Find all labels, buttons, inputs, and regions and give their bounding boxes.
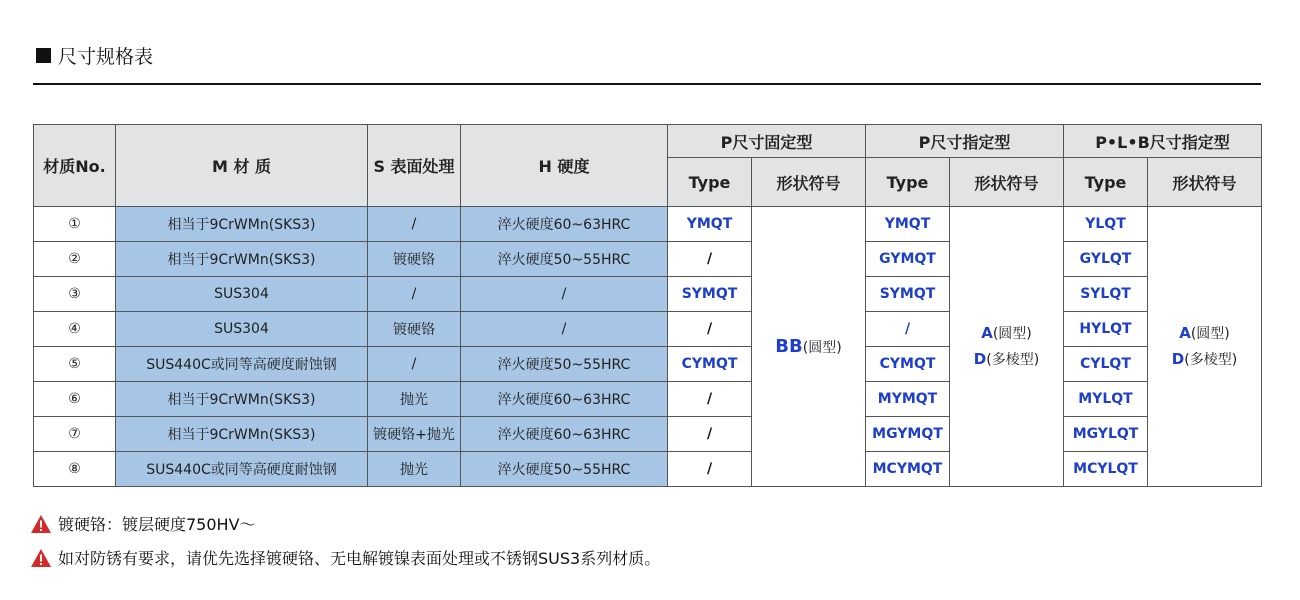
header-type: Type bbox=[866, 158, 950, 207]
type-code-p-fixed: / bbox=[668, 417, 752, 452]
row-no: ④ bbox=[34, 312, 116, 347]
header-no: 材质No. bbox=[34, 125, 116, 207]
row-material: SUS304 bbox=[116, 312, 368, 347]
row-no: ① bbox=[34, 207, 116, 242]
type-code-p-fixed: / bbox=[668, 312, 752, 347]
type-code-p-specified: MGYMQT bbox=[866, 417, 950, 452]
shape-desc: (圆型) bbox=[1190, 325, 1230, 342]
row-surface: / bbox=[368, 277, 461, 312]
header-surface: S 表面处理 bbox=[368, 125, 461, 207]
type-code-plb-specified: MCYLQT bbox=[1064, 452, 1148, 487]
type-code-p-specified: GYMQT bbox=[866, 242, 950, 277]
table-row bbox=[34, 382, 1262, 417]
shape-code: A bbox=[1179, 323, 1191, 342]
type-code-plb-specified: SYLQT bbox=[1064, 277, 1148, 312]
shape-desc: (圆型) bbox=[992, 325, 1032, 342]
row-hardness: 淬火硬度60~63HRC bbox=[461, 207, 668, 242]
row-hardness: 淬火硬度50~55HRC bbox=[461, 242, 668, 277]
section-title: 尺寸规格表 bbox=[58, 45, 154, 68]
type-code-p-fixed: YMQT bbox=[668, 207, 752, 242]
type-code-plb-specified: MGYLQT bbox=[1064, 417, 1148, 452]
note-text: 镀硬铬：镀层硬度750HV～ bbox=[58, 515, 256, 534]
shape-desc: (多棱型) bbox=[986, 351, 1040, 368]
shape-code: D bbox=[973, 349, 987, 368]
row-hardness: / bbox=[461, 277, 668, 312]
row-hardness: 淬火硬度60~63HRC bbox=[461, 382, 668, 417]
type-code-p-specified: SYMQT bbox=[866, 277, 950, 312]
type-code-p-specified: MCYMQT bbox=[866, 452, 950, 487]
shape-symbol-p-fixed bbox=[752, 207, 866, 487]
row-surface: / bbox=[368, 347, 461, 382]
table-row bbox=[34, 312, 1262, 347]
spec-table bbox=[33, 124, 1262, 487]
table-row bbox=[34, 242, 1262, 277]
row-hardness: 淬火硬度50~55HRC bbox=[461, 347, 668, 382]
row-material: 相当于9CrWMn(SKS3) bbox=[116, 207, 368, 242]
row-surface: 镀硬铬 bbox=[368, 312, 461, 347]
shape-code: D bbox=[1171, 349, 1185, 368]
row-material: 相当于9CrWMn(SKS3) bbox=[116, 417, 368, 452]
shape-desc: (多棱型) bbox=[1184, 351, 1238, 368]
note-plating-hardness bbox=[30, 512, 256, 535]
type-code-p-fixed: SYMQT bbox=[668, 277, 752, 312]
row-material: 相当于9CrWMn(SKS3) bbox=[116, 242, 368, 277]
type-code-p-fixed: CYMQT bbox=[668, 347, 752, 382]
row-material: SUS304 bbox=[116, 277, 368, 312]
row-hardness: 淬火硬度50~55HRC bbox=[461, 452, 668, 487]
type-code-p-fixed: / bbox=[668, 452, 752, 487]
warning-triangle-icon bbox=[30, 514, 52, 534]
row-surface: 抛光 bbox=[368, 452, 461, 487]
header-shape: 形状符号 bbox=[1148, 158, 1262, 207]
shape-desc: (圆型) bbox=[802, 340, 842, 356]
type-code-p-fixed: / bbox=[668, 242, 752, 277]
header-type: Type bbox=[668, 158, 752, 207]
type-code-p-specified: YMQT bbox=[866, 207, 950, 242]
type-code-plb-specified: HYLQT bbox=[1064, 312, 1148, 347]
table-row bbox=[34, 277, 1262, 312]
section-heading bbox=[36, 42, 153, 68]
table-row bbox=[34, 417, 1262, 452]
row-hardness: / bbox=[461, 312, 668, 347]
shape-symbol-plb-specified bbox=[1148, 207, 1262, 487]
table-row bbox=[34, 347, 1262, 382]
title-divider bbox=[33, 83, 1261, 85]
type-code-plb-specified: GYLQT bbox=[1064, 242, 1148, 277]
note-text: 如对防锈有要求，请优先选择镀硬铬、无电解镀镍表面处理或不锈钢SUS3系列材质。 bbox=[58, 549, 661, 568]
type-code-p-fixed: / bbox=[668, 382, 752, 417]
header-material: M 材 质 bbox=[116, 125, 368, 207]
type-code-p-specified: MYMQT bbox=[866, 382, 950, 417]
header-type: Type bbox=[1064, 158, 1148, 207]
type-code-p-specified: CYMQT bbox=[866, 347, 950, 382]
header-group-plb-specified: P•L•B尺寸指定型 bbox=[1064, 125, 1262, 158]
header-hardness: H 硬度 bbox=[461, 125, 668, 207]
type-code-plb-specified: YLQT bbox=[1064, 207, 1148, 242]
row-surface: / bbox=[368, 207, 461, 242]
row-no: ⑦ bbox=[34, 417, 116, 452]
type-code-p-specified: / bbox=[866, 312, 950, 347]
row-surface: 镀硬铬 bbox=[368, 242, 461, 277]
row-no: ⑧ bbox=[34, 452, 116, 487]
note-rust-advice bbox=[30, 546, 660, 569]
row-hardness: 淬火硬度60~63HRC bbox=[461, 417, 668, 452]
shape-code: BB bbox=[775, 336, 803, 357]
row-surface: 镀硬铬+抛光 bbox=[368, 417, 461, 452]
shape-symbol-p-specified bbox=[950, 207, 1064, 487]
header-shape: 形状符号 bbox=[950, 158, 1064, 207]
shape-code: A bbox=[981, 323, 993, 342]
black-square-icon bbox=[36, 48, 51, 63]
table-row bbox=[34, 207, 1262, 242]
row-material: 相当于9CrWMn(SKS3) bbox=[116, 382, 368, 417]
warning-triangle-icon bbox=[30, 548, 52, 568]
row-no: ⑤ bbox=[34, 347, 116, 382]
type-code-plb-specified: MYLQT bbox=[1064, 382, 1148, 417]
row-no: ⑥ bbox=[34, 382, 116, 417]
row-no: ② bbox=[34, 242, 116, 277]
row-surface: 抛光 bbox=[368, 382, 461, 417]
type-code-plb-specified: CYLQT bbox=[1064, 347, 1148, 382]
header-group-p-fixed: P尺寸固定型 bbox=[668, 125, 866, 158]
row-no: ③ bbox=[34, 277, 116, 312]
header-shape: 形状符号 bbox=[752, 158, 866, 207]
table-row bbox=[34, 452, 1262, 487]
row-material: SUS440C或同等高硬度耐蚀钢 bbox=[116, 347, 368, 382]
header-group-p-specified: P尺寸指定型 bbox=[866, 125, 1064, 158]
row-material: SUS440C或同等高硬度耐蚀钢 bbox=[116, 452, 368, 487]
